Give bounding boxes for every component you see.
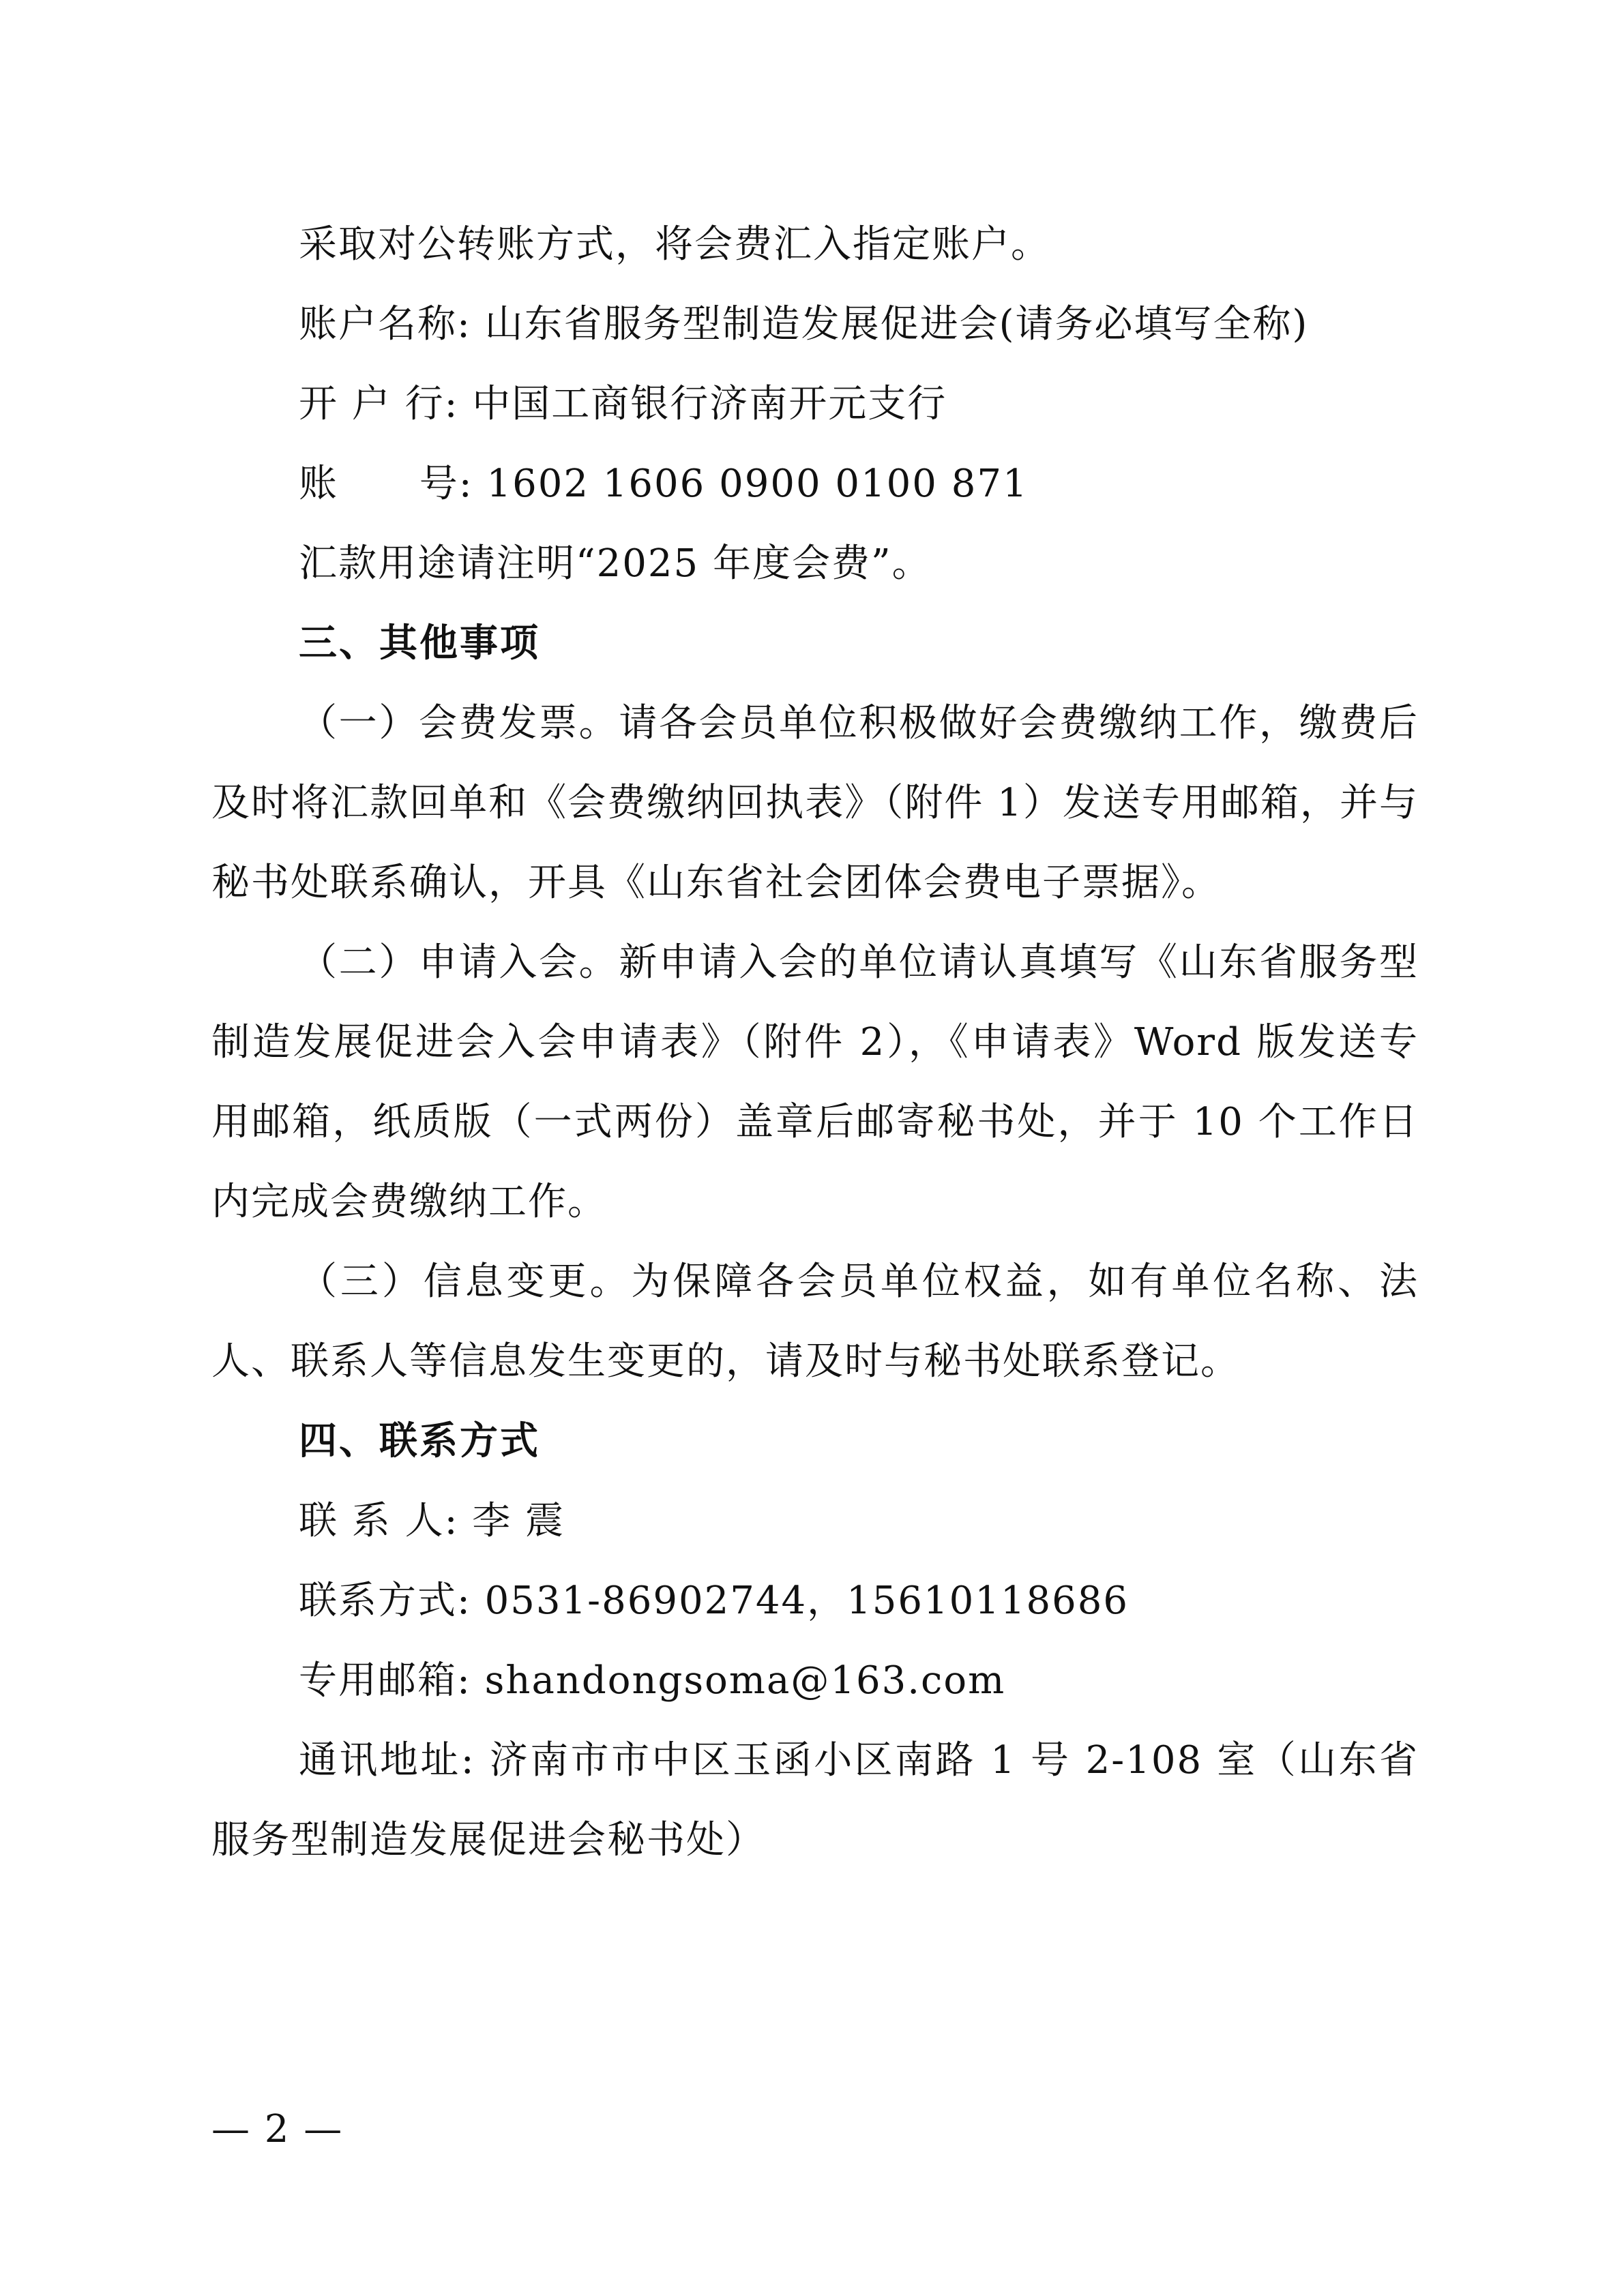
account-name-line: 账户名称: 山东省服务型制造发展促进会(请务必填写全称) (299, 302, 1309, 346)
section-3-item-2: （二）申请入会。新申请入会的单位请认真填写《山东省服务型制造发展促进会入会申请表》（附件 2），《申请表》Word 版发送专用邮箱，纸质版（一式两份）盖章后邮寄秘书处，并于 10 个工作日内完成会费缴纳工作。 (211, 940, 1419, 1224)
phone-line: 联系方式: 0531-86902744，15610118686 (299, 1579, 1130, 1623)
remark-line: 汇款用途请注明“2025 年度会费”。 (299, 541, 932, 586)
section-3-item-1: （一）会费发票。请各会员单位积极做好会费缴纳工作，缴费后及时将汇款回单和《会费缴纳回执表》（附件 1）发送专用邮箱，并与秘书处联系确认，开具《山东省社会团体会费电子票据》。 (211, 701, 1419, 905)
transfer-method-line: 采取对公转账方式，将会费汇入指定账户。 (299, 222, 1050, 267)
section-3-heading: 三、其他事项 (299, 621, 540, 666)
page-number: — 2 — (211, 2107, 344, 2151)
contact-person-line: 联 系 人: 李 震 (299, 1499, 565, 1543)
email-line: 专用邮箱: shandongsoma@163.com (299, 1658, 1006, 1703)
section-4-heading: 四、联系方式 (299, 1419, 540, 1463)
account-number-line: 账 号: 1602 1606 0900 0100 871 (299, 462, 1029, 506)
section-3-item-3: （三）信息变更。为保障各会员单位权益，如有单位名称、法人、联系人等信息发生变更的，请及时与秘书处联系登记。 (211, 1259, 1419, 1384)
document-body (211, 205, 1419, 1880)
bank-line: 开 户 行: 中国工商银行济南开元支行 (299, 382, 947, 426)
address-paragraph: 通讯地址: 济南市市中区玉函小区南路 1 号 2-108 室（山东省服务型制造发展促进会秘书处） (211, 1738, 1419, 1862)
